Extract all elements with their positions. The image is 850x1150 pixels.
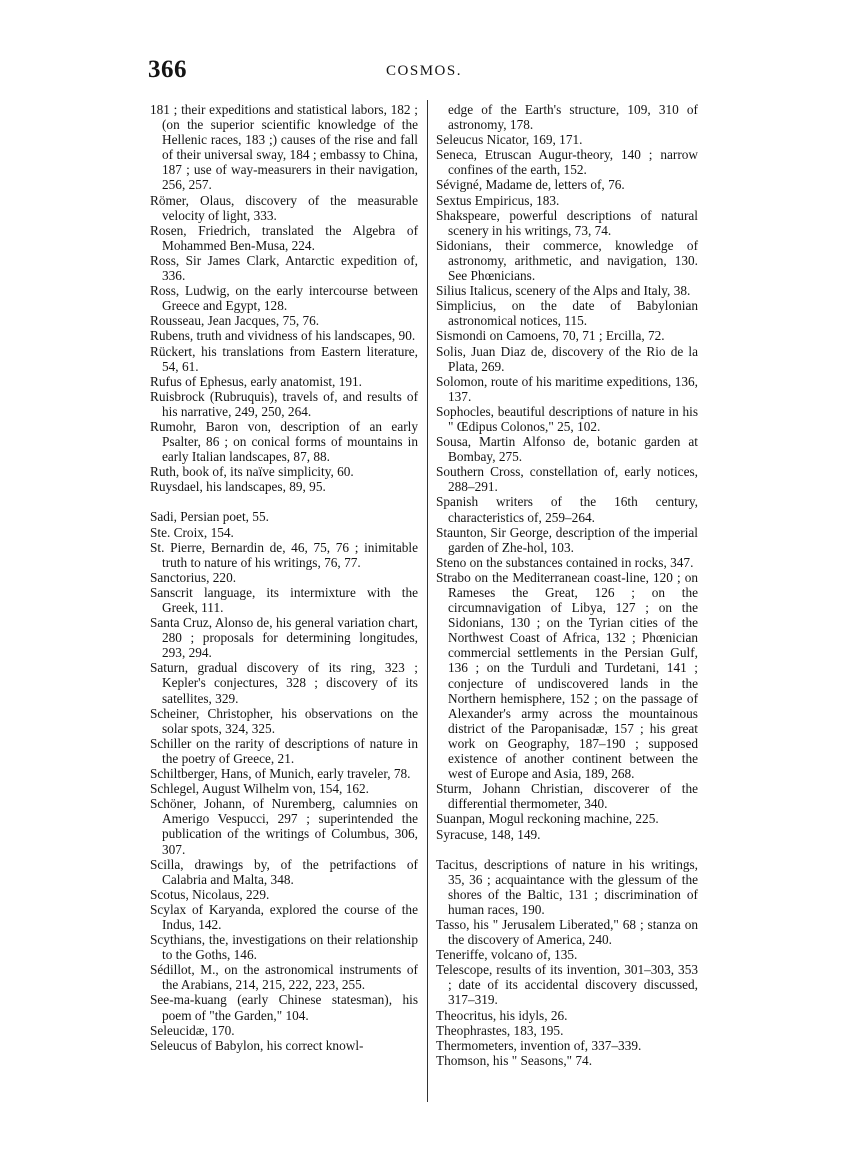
index-entry: Ruisbrock (Rubruquis), travels of, and results of his narrative, 249, 250, 264. xyxy=(150,388,418,419)
index-entry: Ross, Sir James Clark, Antarctic expedition of, 336. xyxy=(150,252,418,284)
index-entry: Sturm, Johann Christian, discoverer of the differential thermometer, 340. xyxy=(436,781,698,812)
column-divider xyxy=(427,100,428,1102)
index-entry: Santa Cruz, Alonso de, his general variation chart, 280 ; proposals for determining longitudes, 293, 294. xyxy=(150,615,418,661)
index-entry: Spanish writers of the 16th century, characteristics of, 259–264. xyxy=(436,494,698,525)
index-entry: Sophocles, beautiful descriptions of nature in his " Œdipus Colonos," 25, 102. xyxy=(436,403,698,434)
index-entry: Rosen, Friedrich, translated the Algebra of Mohammed Ben-Musa, 224. xyxy=(150,222,418,253)
index-entry: Sanscrit language, its intermixture with the Greek, 111. xyxy=(150,584,418,615)
index-entry: Seleucidæ, 170. xyxy=(150,1022,235,1038)
index-entry: See-ma-kuang (early Chinese statesman), his poem of "the Garden," 104. xyxy=(150,992,418,1023)
index-entry: Sédillot, M., on the astronomical instruments of the Arabians, 214, 215, 222, 223, 255. xyxy=(150,962,418,993)
index-entry: Sousa, Martin Alfonso de, botanic garden at Bombay, 275. xyxy=(436,434,698,465)
index-entry: Sanctorius, 220. xyxy=(150,569,237,585)
index-entry: Ste. Croix, 154. xyxy=(150,524,234,540)
index-entry: Seleucus Nicator, 169, 171. xyxy=(436,132,583,148)
index-entry: Solis, Juan Diaz de, discovery of the Rio de la Plata, 269. xyxy=(436,343,698,374)
index-column-left xyxy=(150,102,418,1053)
index-entry: Tacitus, descriptions of nature in his writings, 35, 36 ; acquaintance with the glessum of the shores of the Baltic, 131 ; discrimination of human races, 190. xyxy=(436,856,698,917)
index-entry: Sidonians, their commerce, knowledge of astronomy, arithmetic, and navigation, 130. See Phœnicians. xyxy=(436,237,698,284)
index-entry: Rubens, truth and vividness of his landscapes, 90. xyxy=(150,328,416,344)
index-entry: Steno on the substances contained in rocks, 347. xyxy=(436,554,694,570)
index-entry: Tasso, his " Jerusalem Liberated," 68 ; stanza on the discovery of America, 240. xyxy=(436,916,698,948)
index-entry: Teneriffe, volcano of, 135. xyxy=(436,947,578,963)
index-entry: Southern Cross, constellation of, early notices, 288–291. xyxy=(436,464,698,495)
running-title: COSMOS. xyxy=(386,63,462,79)
index-entry: Scilla, drawings by, of the petrifactions of Calabria and Malta, 348. xyxy=(150,856,418,887)
index-entry: Syracuse, 148, 149. xyxy=(436,826,541,842)
index-entry: Sadi, Persian poet, 55. xyxy=(150,509,269,525)
index-entry: Telescope, results of its invention, 301–303, 353 ; date of its accidental discovery discussed, 317–319. xyxy=(436,962,698,1008)
index-entry: Scotus, Nicolaus, 229. xyxy=(150,886,270,902)
index-entry: Saturn, gradual discovery of its ring, 323 ; Kepler's conjectures, 328 ; discovery of its satellites, 329. xyxy=(150,660,418,706)
index-entry: Römer, Olaus, discovery of the measurable velocity of light, 333. xyxy=(150,192,418,223)
index-entry: Solomon, route of his maritime expeditions, 136, 137. xyxy=(436,373,698,404)
index-entry: Ruysdael, his landscapes, 89, 95. xyxy=(150,479,326,495)
index-entry: Schlegel, August Wilhelm von, 154, 162. xyxy=(150,781,369,797)
index-entry: Silius Italicus, scenery of the Alps and Italy, 38. xyxy=(436,283,691,299)
index-entry: Thomson, his " Seasons," 74. xyxy=(436,1052,593,1068)
index-entry: Shakspeare, powerful descriptions of natural scenery in his writings, 73, 74. xyxy=(436,207,698,238)
index-entry: Suanpan, Mogul reckoning machine, 225. xyxy=(436,811,659,827)
index-entry: 181 ; their expeditions and statistical labors, 182 ; (on the superior scientific knowledge of the Hellenic races, 183 ;) causes of the rise and fall of their universal sway, 184 ; embassy to China, 187 ; use of way-measurers in their navigation, 256, 257. xyxy=(150,102,418,193)
index-column-right xyxy=(436,102,698,1068)
index-entry: Schöner, Johann, of Nuremberg, calumnies on Amerigo Vespucci, 297 ; superintended the publication of the writings of Columbus, 306, 307. xyxy=(150,796,418,857)
index-entry: Scylax of Karyanda, explored the course of the Indus, 142. xyxy=(150,901,418,932)
index-entry: Strabo on the Mediterranean coast-line, 120 ; on Rameses the Great, 126 ; on the circumnavigation of Libya, 127 ; on the Sidonians, 130 ; on the Tyrian cities of the Northwest Coast of Africa, 132 ; Phœnician commercial settlements in the Persian Gulf, 136 ; on the Turduli and Turdetani, 141 ; conjecture of undiscovered lands in the Northern hemisphere, 152 ; on the passage of Alexander's army across the mountainous district of the Paropanisadæ, 157 ; his great work on Geography, 187–190 ; supposed existence of another continent between the west of Europe and Asia, 189, 268. xyxy=(436,569,698,782)
index-entry: Scheiner, Christopher, his observations on the solar spots, 324, 325. xyxy=(150,705,418,736)
index-entry: Rückert, his translations from Eastern literature, 54, 61. xyxy=(150,343,418,374)
index-entry: Rufus of Ephesus, early anatomist, 191. xyxy=(150,373,362,389)
index-entry: Staunton, Sir George, description of the imperial garden of Zhe-hol, 103. xyxy=(436,524,698,555)
index-entry: Rumohr, Baron von, description of an early Psalter, 86 ; on conical forms of mountains in early Italian landscapes, 87, 88. xyxy=(150,418,418,465)
index-entry: Schiltberger, Hans, of Munich, early traveler, 78. xyxy=(150,766,411,782)
index-entry: St. Pierre, Bernardin de, 46, 75, 76 ; inimitable truth to nature of his writings, 76, 77. xyxy=(150,539,418,570)
page-number: 366 xyxy=(148,56,187,83)
index-entry: Sévigné, Madame de, letters of, 76. xyxy=(436,177,625,193)
index-entry: Theocritus, his idyls, 26. xyxy=(436,1007,568,1023)
index-entry: Seleucus of Babylon, his correct knowl- xyxy=(150,1037,364,1053)
index-entry: Scythians, the, investigations on their relationship to the Goths, 146. xyxy=(150,932,418,963)
index-entry: Thermometers, invention of, 337–339. xyxy=(436,1037,642,1053)
index-entry: Ruth, book of, its naïve simplicity, 60. xyxy=(150,464,354,480)
index-entry: Sextus Empiricus, 183. xyxy=(436,192,560,208)
index-entry: Sismondi on Camoens, 70, 71 ; Ercilla, 72. xyxy=(436,328,665,344)
index-entry: Simplicius, on the date of Babylonian astronomical notices, 115. xyxy=(436,298,698,329)
index-entry: Schiller on the rarity of descriptions of nature in the poetry of Greece, 21. xyxy=(150,735,418,766)
index-entry: Rousseau, Jean Jacques, 75, 76. xyxy=(150,313,320,329)
index-entry: edge of the Earth's structure, 109, 310 of astronomy, 178. xyxy=(448,102,698,133)
index-entry: Seneca, Etruscan Augur-theory, 140 ; narrow confines of the earth, 152. xyxy=(436,147,698,178)
index-entry: Theophrastes, 183, 195. xyxy=(436,1022,564,1038)
page-header xyxy=(148,56,700,90)
index-entry: Ross, Ludwig, on the early intercourse between Greece and Egypt, 128. xyxy=(150,283,418,314)
